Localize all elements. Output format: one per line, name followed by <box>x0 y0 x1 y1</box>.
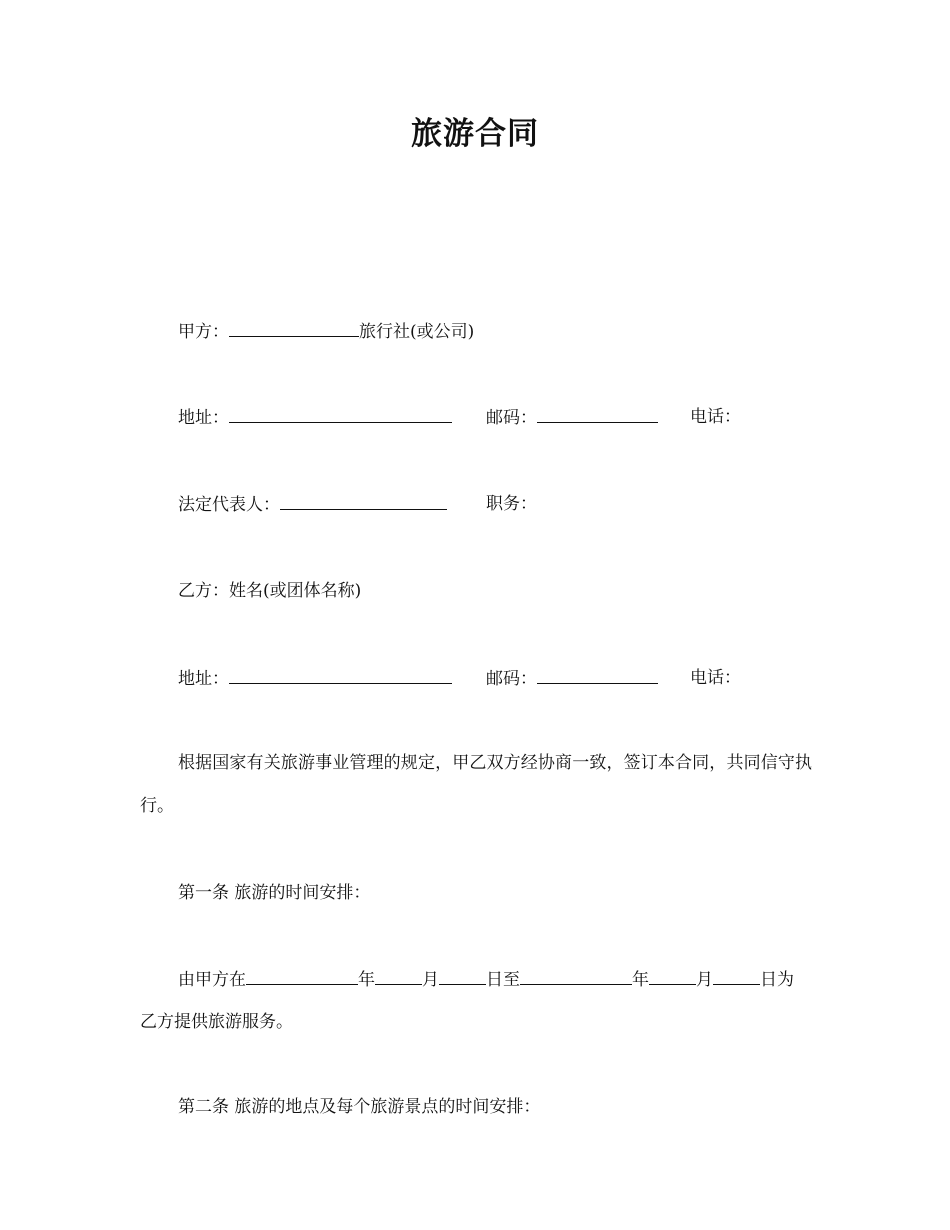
party-b-line <box>178 579 361 603</box>
date-prefix: 由甲方在 <box>178 970 246 990</box>
party-a-position-label: 职务： <box>486 494 537 514</box>
party-a-postcode-blank[interactable] <box>537 405 658 423</box>
start-year-label: 年 <box>358 970 375 990</box>
party-b-postcode-blank[interactable] <box>537 666 658 684</box>
end-year-label: 年 <box>632 970 649 990</box>
party-b-phone-field <box>690 666 741 690</box>
end-day-blank[interactable] <box>713 967 760 985</box>
party-a-rep-label: 法定代表人： <box>178 495 280 515</box>
party-a-suffix: 旅行社(或公司) <box>359 322 475 342</box>
party-a-phone-field <box>690 405 741 429</box>
party-b-postcode-label: 邮码： <box>486 669 537 689</box>
start-day-to-label: 日至 <box>486 970 520 990</box>
party-a-phone-label: 电话： <box>690 407 741 427</box>
party-b-address-blank[interactable] <box>229 666 452 684</box>
party-a-postcode-label: 邮码： <box>486 408 537 428</box>
party-a-label: 甲方： <box>178 322 229 342</box>
article-2-heading: 第二条 旅游的地点及每个旅游景点的时间安排： <box>178 1097 541 1117</box>
party-a-position-field <box>486 492 537 516</box>
party-a-line <box>178 319 474 344</box>
intro-paragraph: 根据国家有关旅游事业管理的规定，甲乙双方经协商一致，签订本合同，共同信守执行。 <box>140 753 812 816</box>
end-day-for-label: 日为 <box>760 970 794 990</box>
document-title: 旅游合同 <box>411 116 539 152</box>
party-b-postcode-field <box>486 666 658 691</box>
start-day-blank[interactable] <box>439 967 486 985</box>
start-month-label: 月 <box>422 970 439 990</box>
party-a-postcode-field <box>486 405 658 430</box>
end-month-label: 月 <box>696 970 713 990</box>
party-a-rep-field <box>178 492 447 517</box>
article-1-heading: 第一条 旅游的时间安排： <box>178 883 371 903</box>
start-month-blank[interactable] <box>375 967 422 985</box>
party-b-address-label: 地址： <box>178 669 229 689</box>
article-1-continuation: 乙方提供旅游服务。 <box>140 1012 293 1032</box>
party-a-address-blank[interactable] <box>229 405 452 423</box>
party-b-label: 乙方：姓名(或团体名称) <box>178 581 362 601</box>
party-b-phone-label: 电话： <box>690 668 741 688</box>
party-b-address-field <box>178 666 452 691</box>
party-a-rep-blank[interactable] <box>280 492 447 510</box>
party-a-address-label: 地址： <box>178 408 229 428</box>
end-month-blank[interactable] <box>649 967 696 985</box>
party-a-name-blank[interactable] <box>229 319 359 337</box>
article-1-date-line <box>178 967 794 992</box>
party-a-address-field <box>178 405 452 430</box>
end-year-blank[interactable] <box>520 967 632 985</box>
start-year-blank[interactable] <box>246 967 358 985</box>
